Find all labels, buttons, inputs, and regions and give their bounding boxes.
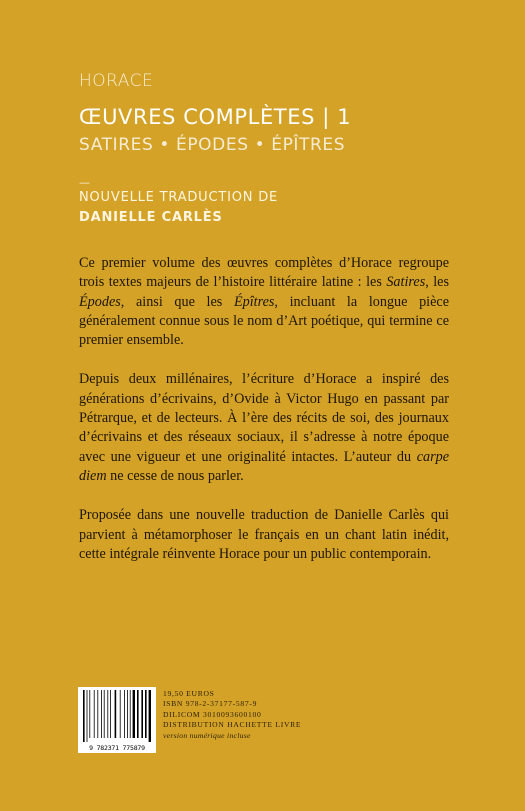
barcode-bar: [104, 690, 105, 738]
barcode-bar: [101, 690, 102, 738]
barcode: [78, 687, 156, 753]
author-name: HORACE: [79, 71, 154, 91]
barcode-bar: [115, 690, 117, 738]
price: 19,50 EUROS: [163, 689, 215, 698]
work-title-satires: Satires: [386, 274, 426, 291]
blurb-text: ne cesse de nous parler.: [106, 467, 244, 484]
separator-dash: —: [79, 176, 90, 189]
barcode-bars: [81, 690, 153, 742]
digital-version-note: version numérique incluse: [163, 730, 251, 740]
barcode-bar: [87, 690, 88, 742]
book-title: ŒUVRES COMPLÈTES | 1: [79, 105, 352, 129]
blurb-paragraph-2: [79, 370, 449, 486]
barcode-bar: [137, 690, 139, 738]
blurb-paragraph-1: [79, 254, 449, 350]
barcode-bar: [94, 690, 95, 738]
dilicom-code: DILICOM 3010093600100: [163, 709, 262, 719]
barcode-bar: [120, 690, 121, 738]
barcode-bar: [89, 690, 90, 738]
blurb-text: , les: [425, 274, 449, 291]
barcode-bar: [97, 690, 98, 738]
blurb-text: , incluant la longue pièce généralement connue sous le nom d’Art poétique, qui termine ce premier ensemble.: [79, 293, 449, 349]
barcode-bar: [141, 690, 143, 738]
work-title-epodes: Épodes: [79, 293, 121, 310]
blurb-text: Depuis deux millénaires, l’écriture d’Horace a inspiré des générations d’écrivains, d’Ovide à Victor Hugo en passant par Pétrarque, et de lecteurs. À l’ère des récits de soi, des journaux d’écrivains et des réseaux sociaux, il s’adresse à notre époque avec une vigueur et une originalité intactes. L’auteur du: [79, 371, 449, 465]
barcode-bar: [133, 690, 135, 738]
translation-label: NOUVELLE TRADUCTION DE: [79, 190, 279, 205]
barcode-number: 9 782371 775879: [89, 744, 145, 752]
barcode-bar: [130, 690, 131, 738]
translator-name: DANIELLE CARLÈS: [79, 210, 223, 225]
barcode-bar: [107, 690, 108, 738]
barcode-bar: [124, 690, 125, 738]
blurb: [79, 254, 449, 584]
book-subtitle: SATIRES • ÉPODES • ÉPÎTRES: [79, 135, 346, 155]
blurb-paragraph-3: Proposée dans une nouvelle traduction de Danielle Carlès qui parvient à métamorphoser le français en un chant latin inédit, cette intégrale réinvente Horace pour un public contemporain.: [79, 507, 449, 562]
barcode-bar: [127, 690, 128, 738]
distribution: DISTRIBUTION HACHETTE LIVRE: [163, 720, 302, 730]
barcode-bar: [149, 690, 151, 742]
phrase-carpe-diem: carpe diem: [79, 448, 449, 484]
barcode-bar: [145, 690, 147, 738]
barcode-bar: [83, 690, 85, 742]
blurb-text: , ainsi que les: [120, 293, 234, 310]
blurb-text: Ce premier volume des œuvres complètes d’Horace regroupe trois textes majeurs de l’histoire littéraire latine : les: [79, 255, 449, 291]
publication-info: [163, 689, 301, 741]
work-title-epitres: Épîtres: [233, 293, 275, 310]
isbn: ISBN 978-2-37177-587-9: [163, 699, 258, 709]
barcode-bar: [110, 690, 111, 738]
